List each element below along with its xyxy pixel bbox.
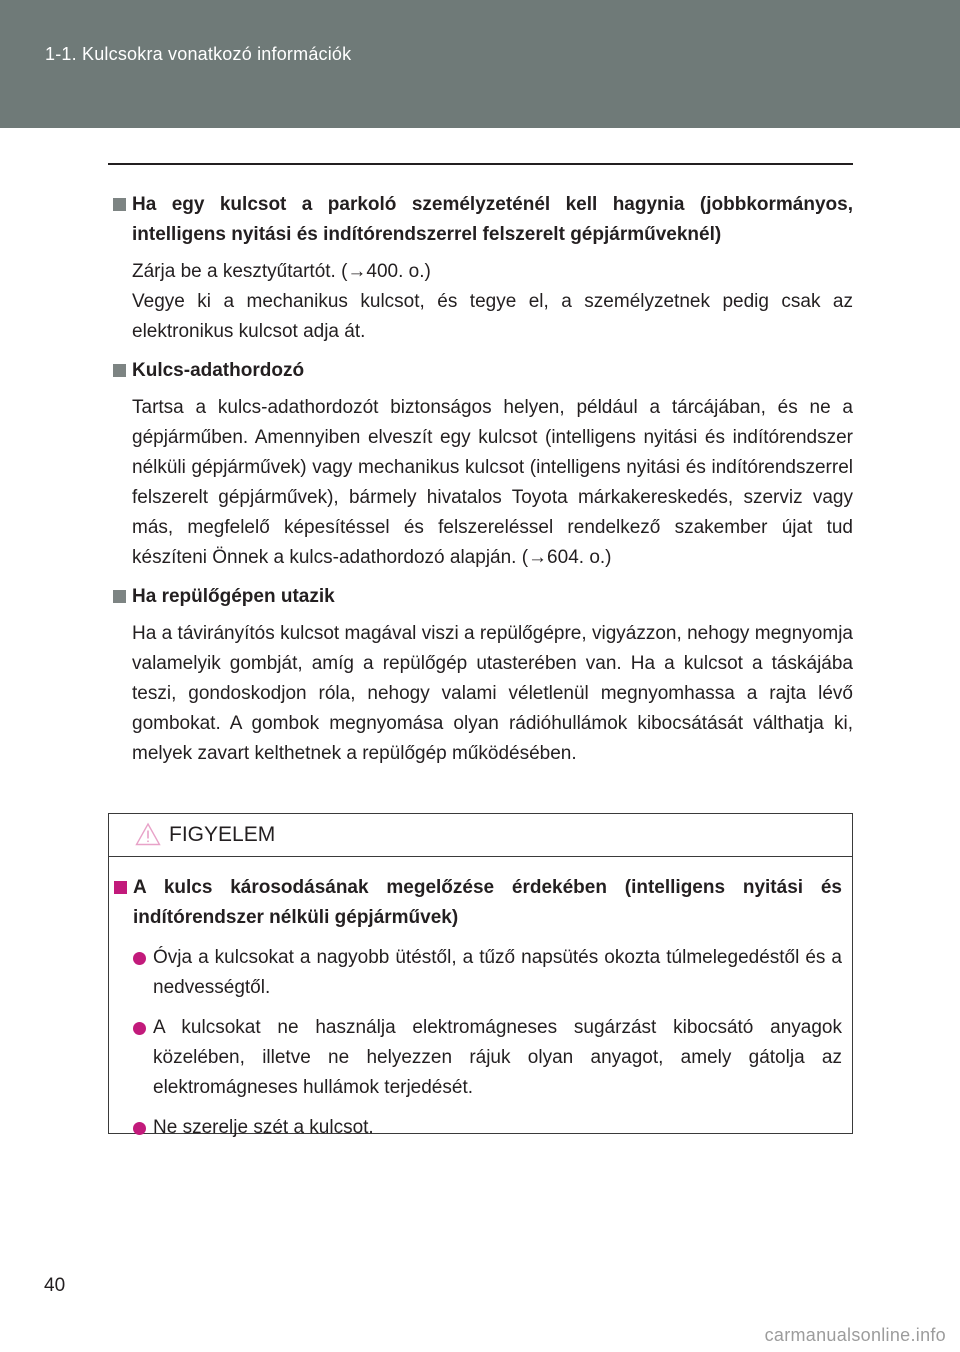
gray-square-icon [113,198,126,211]
section-paragraph: Ha a távirányítós kulcsot magával viszi a repülőgépre, vigyázzon, nehogy megnyomja valamelyik gombját, amíg a repülőgép utasterében van. Ha a kulcsot a táskájába teszi, gondoskodjon róla, nehogy valami véletlenül megnyomhassa a rajta lévő gombokat. A gombok megnyomása olyan rádióhullámok kibocsátását válthatja ki, melyek zavart kelthetnek a repülőgép működésében. [132,623,853,764]
section-key-data-card [108,356,853,573]
section-valet-key [108,190,853,347]
caution-bullet [109,1113,842,1143]
section-heading-text: Kulcs-adathordozó [132,360,305,381]
warning-triangle-icon [135,822,161,846]
caution-title: FIGYELEM [169,823,276,846]
chapter-header [0,0,960,128]
section-heading-text: Ha repülőgépen utazik [132,586,335,607]
main-content [108,190,853,769]
magenta-square-icon [114,881,127,894]
top-divider [108,163,853,165]
para-line: Zárja be a kesztyűtartót. (→400. o.) Vegye ki a mechanikus kulcsot, és tegye el, a személyzetnek pedig csak az elektronikus kulcsot adja át. [132,261,853,342]
gray-square-icon [113,364,126,377]
caution-bullet-text: A kulcsokat ne használja elektromágneses sugárzást kibocsátó anyagok közelében, illetve ne helyezzen rájuk olyan anyagot, amely gátolja az elektromágneses hullámok terjedését. [153,1017,842,1098]
magenta-dot-icon [133,1122,146,1135]
caution-bullet [109,1013,842,1103]
section-heading [108,356,853,386]
watermark: carmanualsonline.info [764,1325,946,1345]
caution-heading-text: A kulcs károsodásának megelőzése érdekében (intelligens nyitási és indítórendszer nélküli gépjárművek) [133,877,842,928]
section-airplane [108,582,853,769]
caution-heading [109,873,842,933]
magenta-dot-icon [133,1022,146,1035]
page-number: 40 [44,1275,66,1296]
caution-bullet [109,943,842,1003]
caution-header [109,814,852,857]
section-heading [108,190,853,250]
caution-body [109,857,852,1143]
caution-bullet-text: Ne szerelje szét a kulcsot. [153,1117,374,1138]
gray-square-icon [113,590,126,603]
magenta-dot-icon [133,952,146,965]
section-heading-text: Ha egy kulcsot a parkoló személyzeténél kell hagynia (jobbkormányos, intelligens nyitási és indítórendszerrel felszerelt gépjárműveknél) [132,194,853,245]
section-paragraph: Tartsa a kulcs-adathordozót biztonságos helyen, például a tárcájában, és ne a gépjárműben. Amennyiben elveszít egy kulcsot (intelligens nyitási és indítórendszer nélküli gépjárművek) vagy mechanikus kulcsot (intelligens nyitási és indítórendszerrel felszerelt gépjárművek), bármely hivatalos Toyota márkakereskedés, szerviz vagy más, megfelelő képesítéssel és felszereléssel rendelkező szakember újat tud készíteni Önnek a kulcs-adathordozó alapján. (→604. o.) [132,397,853,568]
caution-box [108,813,853,1138]
section-heading [108,582,853,612]
chapter-title: 1-1. Kulcsokra vonatkozó információk [45,44,352,64]
section-paragraph [108,257,853,347]
caution-bullet-text: Óvja a kulcsokat a nagyobb ütéstől, a tűző napsütés okozta túlmelegedéstől és a nedvességtől. [153,947,842,998]
